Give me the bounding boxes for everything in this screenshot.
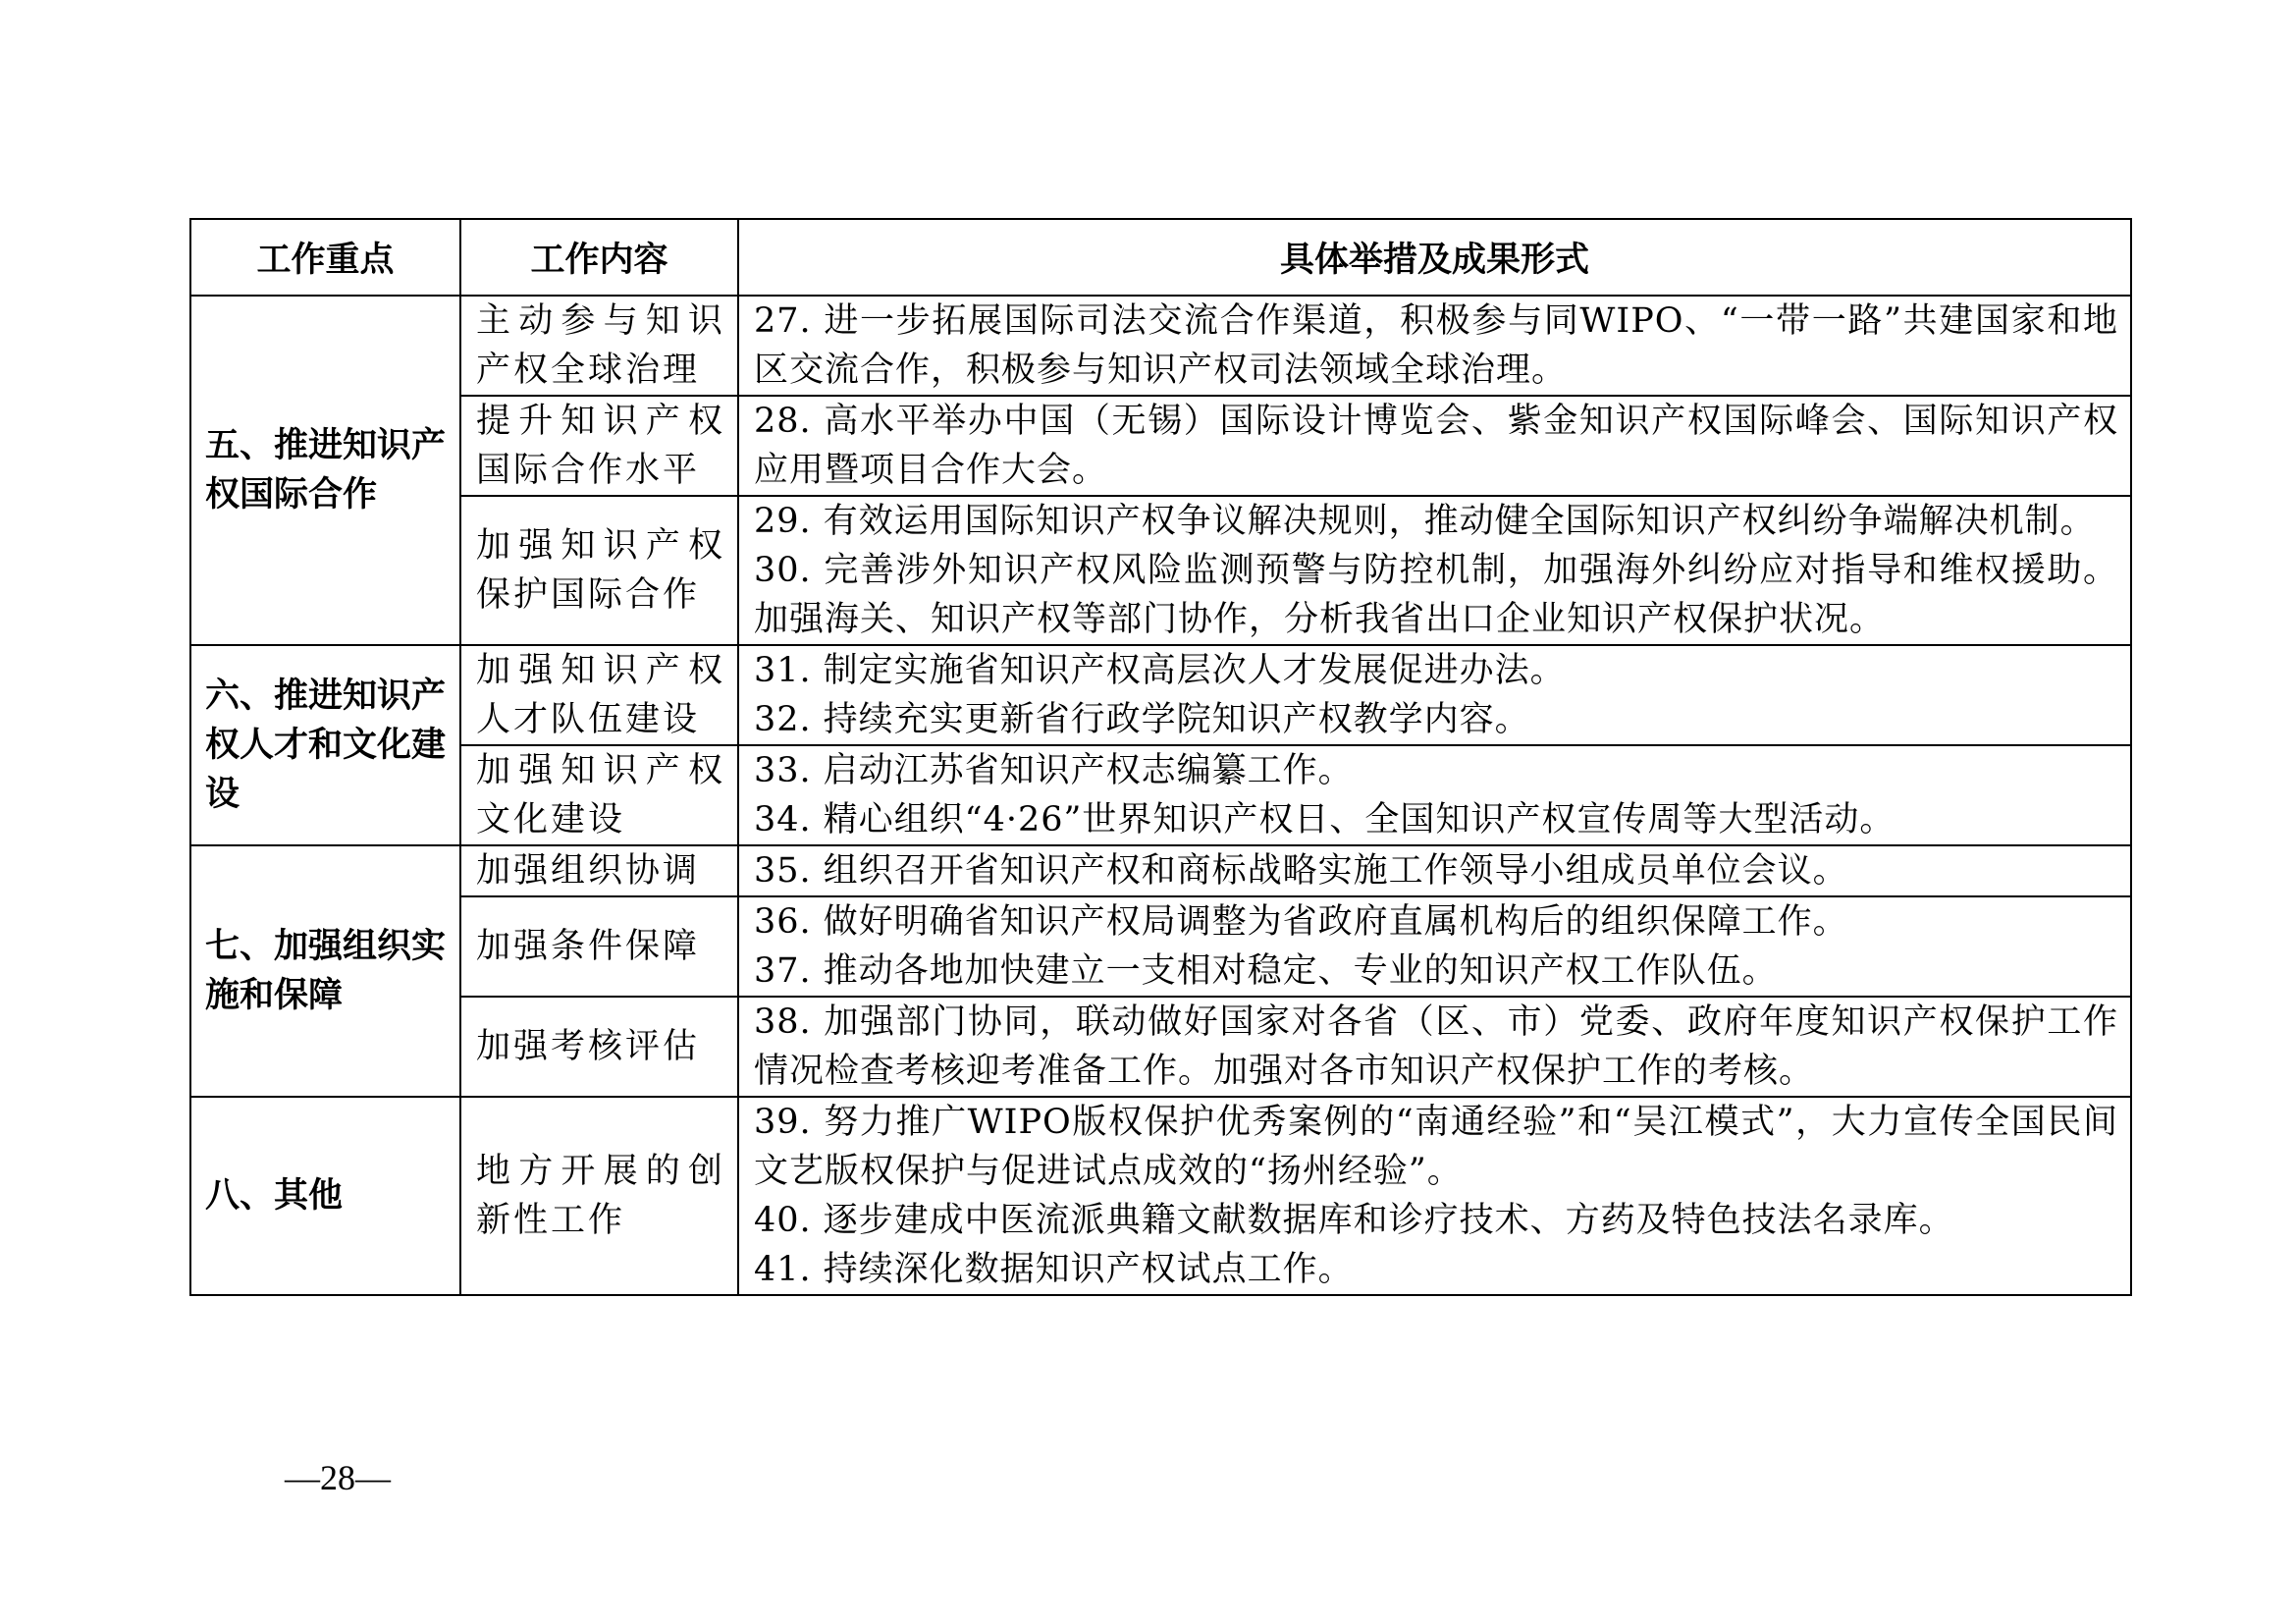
measure-number: 28.	[754, 402, 812, 441]
measure-item	[754, 795, 2118, 844]
measure-number: 39.	[754, 1103, 812, 1142]
measure-number: 38.	[754, 1002, 812, 1042]
measure-text: 进一步拓展国际司法交流合作渠道，积极参与同WIPO、“一带一路”共建国家和地区交流合作，积极参与知识产权司法领域全球治理。	[754, 301, 2118, 390]
table-row	[190, 845, 2131, 896]
measure-text: 高水平举办中国（无锡）国际设计博览会、紫金知识产权国际峰会、国际知识产权应用暨项目合作大会。	[754, 402, 2118, 490]
work-content-cell: 加强知识产权人才队伍建设	[460, 645, 738, 745]
measure-item	[754, 1245, 2118, 1294]
measures-cell	[738, 997, 2131, 1097]
measure-item	[754, 297, 2118, 395]
measures-cell	[738, 1097, 2131, 1295]
table-header-row	[190, 219, 2131, 296]
measure-number: 31.	[754, 651, 812, 690]
measure-number: 34.	[754, 800, 812, 839]
work-content-cell: 加强组织协调	[460, 845, 738, 896]
measure-item	[754, 746, 2118, 795]
table-row	[190, 496, 2131, 645]
measures-cell	[738, 396, 2131, 496]
work-content-cell: 主动参与知识产权全球治理	[460, 296, 738, 396]
table-row	[190, 997, 2131, 1097]
measure-number: 30.	[754, 551, 812, 590]
table-row	[190, 896, 2131, 997]
measure-number: 33.	[754, 751, 812, 790]
measure-text: 完善涉外知识产权风险监测预警与防控机制，加强海外纠纷应对指导和维权援助。加强海关、知识产权等部门协作，分析我省出口企业知识产权保护状况。	[754, 551, 2118, 639]
measure-number: 41.	[754, 1250, 812, 1289]
measures-cell	[738, 896, 2131, 997]
measure-text: 做好明确省知识产权局调整为省政府直属机构后的组织保障工作。	[823, 902, 1848, 942]
measures-cell	[738, 496, 2131, 645]
measure-text: 制定实施省知识产权高层次人才发展促进办法。	[823, 651, 1566, 690]
table-row	[190, 296, 2131, 396]
measure-item	[754, 897, 2118, 947]
table-row	[190, 745, 2131, 845]
measures-cell	[738, 645, 2131, 745]
work-plan-table	[189, 218, 2132, 1296]
measure-item	[754, 1098, 2118, 1196]
measure-text: 推动各地加快建立一支相对稳定、专业的知识产权工作队伍。	[823, 951, 1778, 991]
table-body	[190, 296, 2131, 1295]
work-focus-cell: 五、推进知识产权国际合作	[190, 296, 460, 645]
measure-text: 组织召开省知识产权和商标战略实施工作领导小组成员单位会议。	[823, 851, 1848, 891]
measure-number: 27.	[754, 301, 812, 341]
measure-item	[754, 998, 2118, 1096]
work-content-cell: 加强考核评估	[460, 997, 738, 1097]
measure-number: 32.	[754, 700, 812, 739]
measure-text: 持续深化数据知识产权试点工作。	[823, 1250, 1354, 1289]
measures-cell	[738, 745, 2131, 845]
header-measures: 具体举措及成果形式	[738, 219, 2131, 296]
measure-text: 加强部门协同，联动做好国家对各省（区、市）党委、政府年度知识产权保护工作情况检查考核迎考准备工作。加强对各市知识产权保护工作的考核。	[754, 1002, 2118, 1091]
work-content-cell: 地方开展的创新性工作	[460, 1097, 738, 1295]
measure-item	[754, 497, 2118, 546]
work-focus-cell: 六、推进知识产权人才和文化建设	[190, 645, 460, 845]
measure-item	[754, 947, 2118, 996]
table-row	[190, 645, 2131, 745]
measures-cell	[738, 296, 2131, 396]
measure-text: 努力推广WIPO版权保护优秀案例的“南通经验”和“吴江模式”，大力宣传全国民间文艺版权保护与促进试点成效的“扬州经验”。	[754, 1103, 2118, 1191]
measure-text: 有效运用国际知识产权争议解决规则，推动健全国际知识产权纠纷争端解决机制。	[823, 502, 2096, 541]
measure-text: 持续充实更新省行政学院知识产权教学内容。	[823, 700, 1530, 739]
measures-cell	[738, 845, 2131, 896]
measure-item	[754, 397, 2118, 495]
measure-text: 精心组织“4·26”世界知识产权日、全国知识产权宣传周等大型活动。	[823, 800, 1896, 839]
table-row	[190, 1097, 2131, 1295]
measure-item	[754, 546, 2118, 644]
page-number: —28—	[285, 1458, 391, 1497]
header-work-focus: 工作重点	[190, 219, 460, 296]
work-content-cell: 加强知识产权文化建设	[460, 745, 738, 845]
measure-number: 37.	[754, 951, 812, 991]
measure-number: 40.	[754, 1201, 812, 1240]
measure-number: 36.	[754, 902, 812, 942]
work-focus-cell: 八、其他	[190, 1097, 460, 1295]
measure-item	[754, 695, 2118, 744]
work-content-cell: 提升知识产权国际合作水平	[460, 396, 738, 496]
measure-item	[754, 1196, 2118, 1245]
work-focus-cell: 七、加强组织实施和保障	[190, 845, 460, 1097]
measure-text: 启动江苏省知识产权志编纂工作。	[823, 751, 1354, 790]
measure-item	[754, 846, 2118, 895]
work-content-cell: 加强条件保障	[460, 896, 738, 997]
table-row	[190, 396, 2131, 496]
measure-number: 35.	[754, 851, 812, 891]
measure-number: 29.	[754, 502, 812, 541]
measure-item	[754, 646, 2118, 695]
work-content-cell: 加强知识产权保护国际合作	[460, 496, 738, 645]
measure-text: 逐步建成中医流派典籍文献数据库和诊疗技术、方药及特色技法名录库。	[823, 1201, 1954, 1240]
header-work-content: 工作内容	[460, 219, 738, 296]
